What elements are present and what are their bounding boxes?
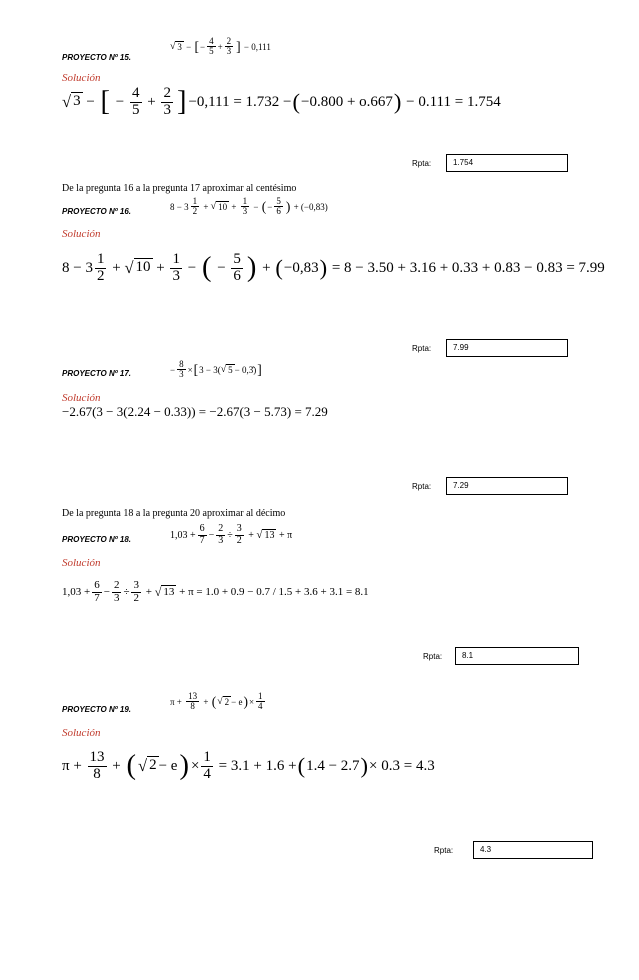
p15-solution: √ 3 − [ − $\frac{4}{5}$ + $\frac{2}{3}$ ] −0,111 = 1.732 − ( −0.800 + o.667 ) − 0.111 = 1.754 xyxy=(62,85,501,118)
p18-answer-box[interactable]: 8.1 xyxy=(455,647,579,665)
p19-question: π + $\frac{13}{8}$ + ( √ 2 − e ) × $\frac{1}{4}$ xyxy=(170,691,263,712)
p17-solution: −2.67(3 − 3(2.24 − 0.33)) = −2.67(3 − 5.73) = 7.29 xyxy=(62,404,328,419)
p19-solucion-label: Solución xyxy=(62,727,101,739)
instruction-16-17: De la pregunta 16 a la pregunta 17 aproximar al centésimo xyxy=(62,183,297,194)
p15-question: √ 3 − [ − $\frac{4}{5}$ + $\frac{2}{3}$ ] − 0,111 xyxy=(170,36,271,57)
p16-title: PROYECTO Nº 16. xyxy=(62,207,132,216)
p19-rpta-label: Rpta: xyxy=(434,846,454,855)
p19-title: PROYECTO Nº 19. xyxy=(62,705,132,714)
p16-solucion-label: Solución xyxy=(62,228,101,240)
p17-title: PROYECTO Nº 17. xyxy=(62,369,132,378)
p15-title: PROYECTO Nº 15. xyxy=(62,53,132,62)
p19-answer-box[interactable]: 4.3 xyxy=(473,841,593,859)
p16-question: 8 − 3 $\frac{1}{2}$ + √ 10 + $\frac{1}{3}$ − ( − $\frac{5}{6}$ ) + ( −0,83 ) xyxy=(170,196,328,217)
p17-question: − $\frac{8}{3}$ × [ 3 − 3( √ 5 − 0,3̂) ] xyxy=(170,359,262,380)
p18-solucion-label: Solución xyxy=(62,557,101,569)
p17-answer-box[interactable]: 7.29 xyxy=(446,477,568,495)
p15-rpta-label: Rpta: xyxy=(412,159,432,168)
instruction-18-20: De la pregunta 18 a la pregunta 20 aproximar al décimo xyxy=(62,508,286,519)
p15-solucion-label: Solución xyxy=(62,72,101,84)
p17-solucion-label: Solución xyxy=(62,392,101,404)
p16-rpta-label: Rpta: xyxy=(412,344,432,353)
p16-answer-box[interactable]: 7.99 xyxy=(446,339,568,357)
p15-answer-box[interactable]: 1.754 xyxy=(446,154,568,172)
p19-solution: π + $\frac{13}{8}$ + ( √ 2 − e ) × $\frac{1}{4}$ = 3.1 + 1.6 + ( 1.4 − 2.7 ) × 0.3 = 4.3 xyxy=(62,749,435,782)
p18-solution: 1,03 + $\frac{6}{7}$ − $\frac{2}{3}$ ÷ $\frac{3}{2}$ + √ 13 + π = 1.0 + 0.9 − 0.7 / 1.5 + 3.6 + 3.1 = 8.1 xyxy=(62,579,369,604)
p18-rpta-label: Rpta: xyxy=(423,652,443,661)
p17-rpta-label: Rpta: xyxy=(412,482,432,491)
p18-question: 1,03 + $\frac{6}{7}$ − $\frac{2}{3}$ ÷ $\frac{3}{2}$ + √ 13 + π xyxy=(170,523,293,546)
p16-solution: 8 − 3 $\frac{1}{2}$ + √ 10 + $\frac{1}{3}$ − ( − $\frac{5}{6}$ ) + ( −0,83 ) = 8 − 3.50 + 3.16 + 0.33 + 0.83 − 0.83 = 7.99 xyxy=(62,251,605,284)
p18-title: PROYECTO Nº 18. xyxy=(62,535,132,544)
